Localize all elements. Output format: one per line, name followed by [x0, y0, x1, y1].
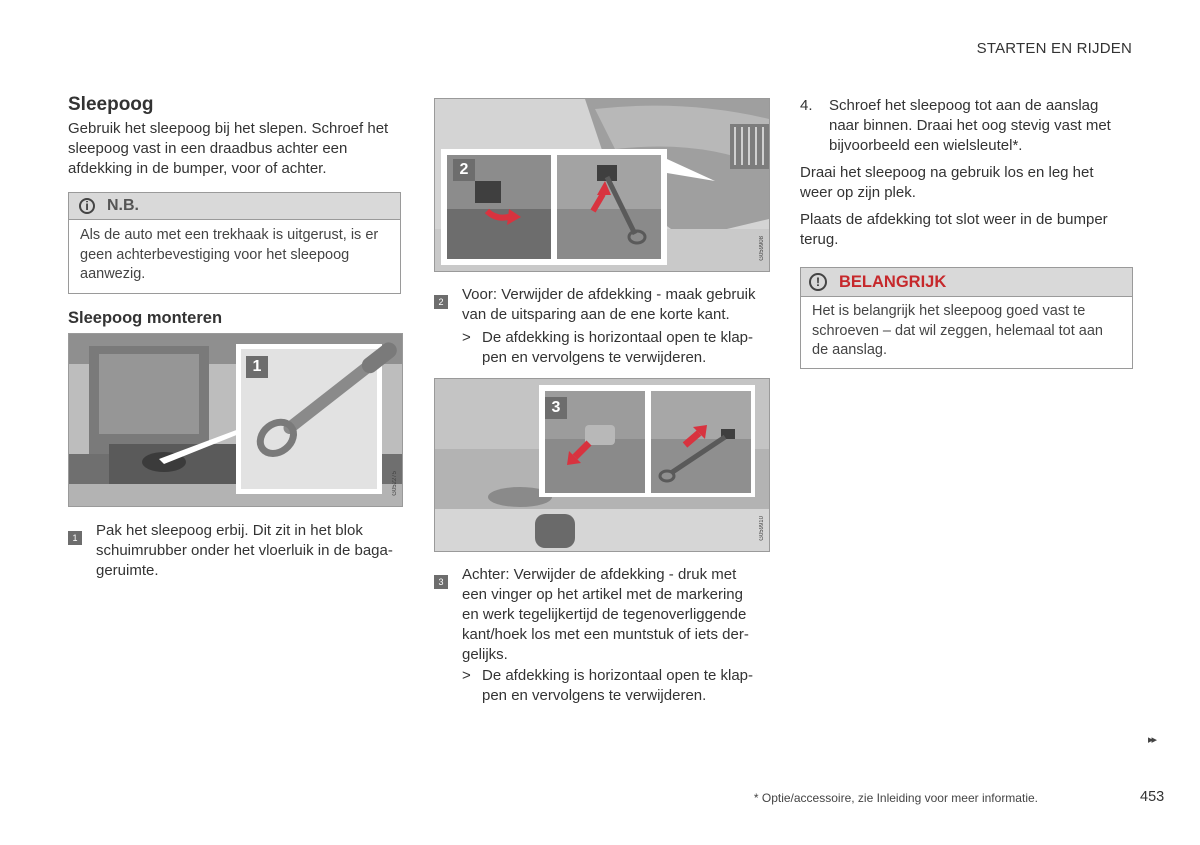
- figure-2-front-bumper: [434, 98, 770, 272]
- step-1: [68, 521, 403, 581]
- step-2-result: > De afdekking is horizontaal open te klap- pen en vervolgens te verwijderen.: [462, 329, 753, 366]
- step-1-text: Pak het sleepoog erbij. Dit zit in het blok schuimrubber onder het vloerluik in de baga- geruimte.: [96, 522, 393, 579]
- page-number: 453: [1140, 789, 1165, 805]
- note-box: [68, 192, 401, 294]
- result-marker: >: [462, 329, 471, 346]
- figure-1-trunk: [68, 333, 403, 507]
- intro-text: Gebruik het sleepoog bij het slepen. Schroef het sleepoog vast in een draadbus achter een afdekking in de bumper, voor of achter.: [68, 120, 389, 177]
- info-circle-icon: i: [79, 198, 95, 214]
- section-title-mount: Sleepoog monteren: [68, 309, 223, 327]
- step-3-text: Achter: Verwijder de afdekking - druk met een vinger op het artikel met de markering en werk tegelijkertijd de tegenoverliggende kant/hoek los met een muntstuk of iets der- gelijks.: [462, 566, 749, 663]
- step-4-number: 4.: [800, 97, 813, 114]
- figure-1-callout: 1: [246, 356, 268, 378]
- important-header: [801, 268, 1132, 297]
- exclamation-circle-icon: !: [809, 273, 827, 291]
- important-label: BELANGRIJK: [839, 272, 947, 291]
- step-2-number: 2: [434, 295, 448, 309]
- result-marker: >: [462, 667, 471, 684]
- step-3-number: 3: [434, 575, 448, 589]
- note-header: [69, 193, 400, 220]
- paragraph-cover: Plaats de afdekking tot slot weer in de bumper terug.: [800, 211, 1108, 248]
- step-3: [434, 565, 774, 665]
- figure-2-code: G059908: [759, 236, 765, 261]
- figure-2-callout: 2: [453, 159, 475, 181]
- step-4-text: Schroef het sleepoog tot aan de aanslag naar binnen. Draai het oog stevig vast met bijvoorbeeld een wielsleutel*.: [829, 97, 1111, 154]
- step-2-text: Voor: Verwijder de afdekking - maak gebruik van de uitsparing aan de ene korte kant.: [462, 286, 756, 323]
- figure-3-code: G059910: [759, 516, 765, 541]
- figure-1-illustration: [69, 334, 402, 506]
- double-arrow-right-icon: ▸▸: [1148, 734, 1156, 746]
- section-header: STARTEN EN RIJDEN: [976, 40, 1132, 57]
- figure-3-illustration: [435, 379, 769, 551]
- paragraph-loosen: Draai het sleepoog na gebruik los en leg het weer op zijn plek.: [800, 164, 1094, 201]
- step-2: [434, 285, 774, 325]
- figure-2-illustration: [435, 99, 769, 271]
- step-3-result: > De afdekking is horizontaal open te klap- pen en vervolgens te verwijderen.: [462, 667, 753, 704]
- note-label: N.B.: [107, 197, 139, 214]
- step-4: [800, 96, 1135, 156]
- note-text: Als de auto met een trekhaak is uitgerust, is er geen achterbevestiging voor het sleepoog aanwezig.: [80, 227, 379, 282]
- figure-3-callout: 3: [545, 397, 567, 419]
- figure-1-code: G052275: [392, 471, 398, 496]
- page-title: Sleepoog: [68, 94, 154, 115]
- step-1-number: 1: [68, 531, 82, 545]
- important-box: [800, 267, 1133, 369]
- footnote: * Optie/accessoire, zie Inleiding voor meer informatie.: [753, 791, 1038, 805]
- important-text: Het is belangrijk het sleepoog goed vast te schroeven – dat wil zeggen, helemaal tot aan de aanslag.: [812, 303, 1103, 358]
- figure-3-rear-bumper: [434, 378, 770, 552]
